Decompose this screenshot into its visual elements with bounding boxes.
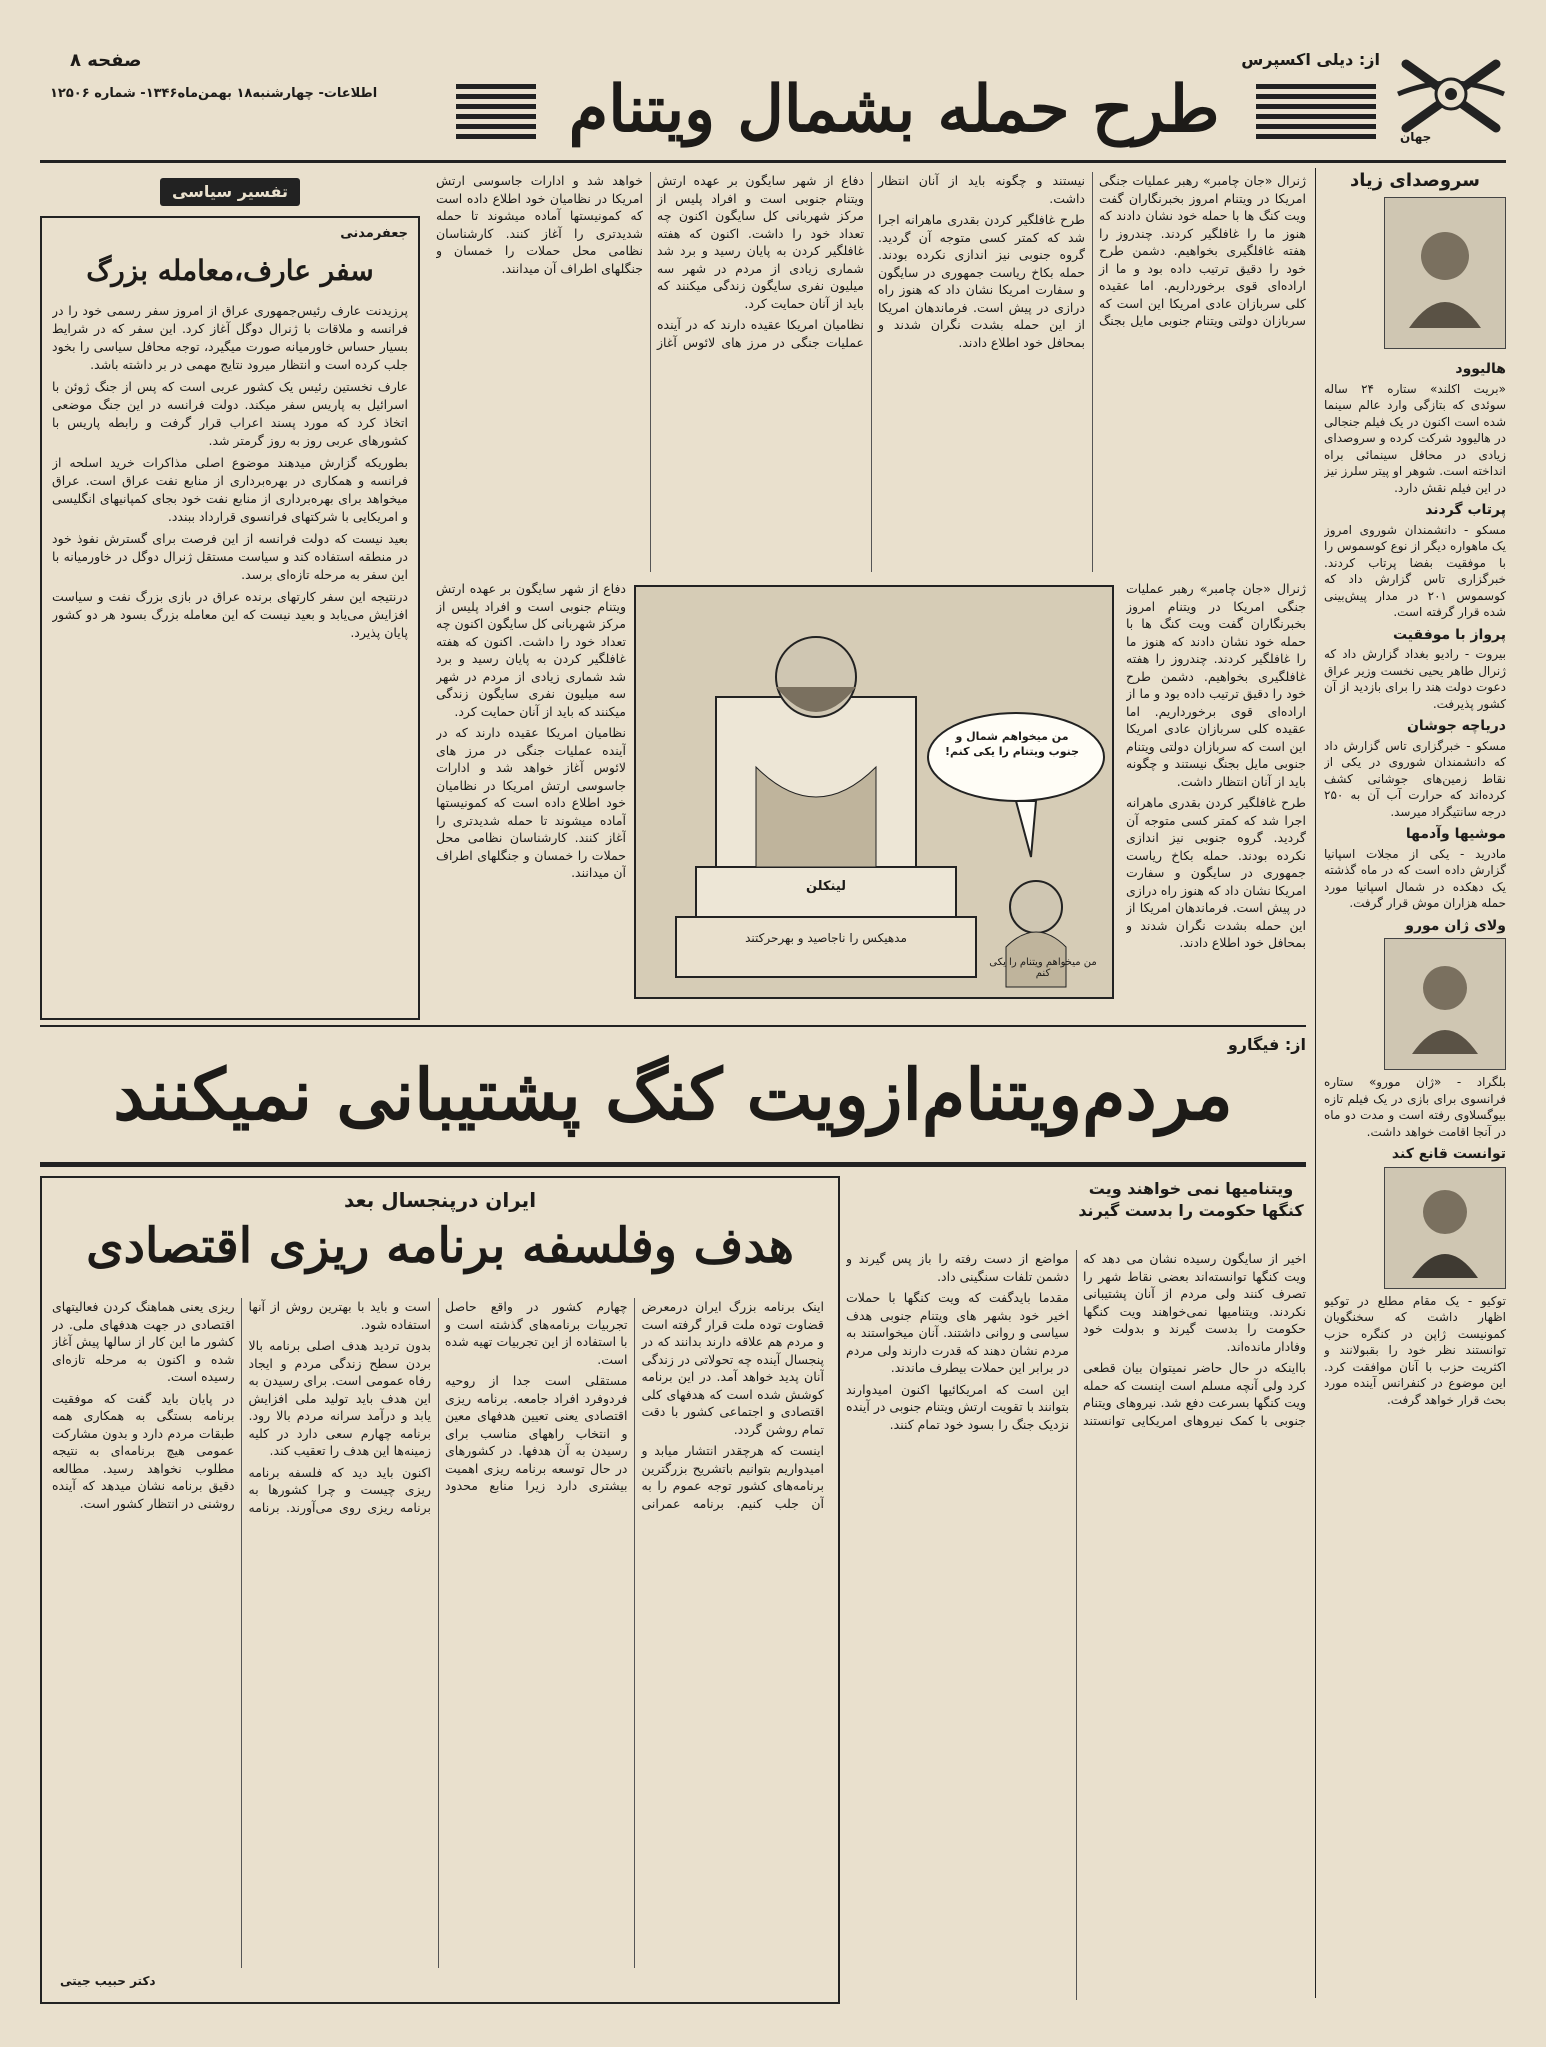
article1-source: از: دیلی اکسپرس <box>1241 50 1380 69</box>
article2-headline: مردم‌ویتنام‌ازویت کنگ پشتیبانی نمیکنند <box>113 1053 1233 1136</box>
cartoon <box>634 585 1114 999</box>
headline-hatch-right <box>1256 84 1376 144</box>
article3-body: اینک برنامه بزرگ ایران درمعرض قضاوت توده ملت قرار گرفته است و مردم هم علاقه دارند بدانند که در پنجسال آینده چه تحولاتی در زندگی آنان پدید خواهد آمد. در این برنامه کوشش شده است که هدفهای کلی اقتصادی و اجتماعی کشور با دقت تمام روشن گردد. اینست که هرچقدر انتشار میابد و امیدواریم بتوانیم باتشریح بزرگترین برنامه‌های کشور توجه عموم را به آن جلب کنیم. برنامه عمرانی چهارم کشور در واقع حاصل تجربیات برنامه‌های گذشته است و با استفاده از این تجربیات تهیه شده است. مستقلی است جدا از روحیه فردوفرد افراد جامعه. برنامه ریزی اقتصادی یعنی تعیین هدفهای معین و انتخاب راههای مناسب برای رسیدن به آن هدفها. در کشورهای در حال توسعه برنامه ریزی اهمیت بیشتری دارد زیرا منابع محدود است و باید با بهترین روش از آنها استفاده شود. بدون تردید هدف اصلی برنامه بالا بردن سطح زندگی مردم و ایجاد رفاه عمومی است. برای رسیدن به این هدف باید تولید ملی افزایش یابد و درآمد سرانه مردم بالا رود. برنامه چهارم سعی دارد در کلیه زمینه‌ها این هدف را تعقیب کند. اکنون باید دید که فلسفه برنامه ریزی چیست و چرا کشورها به برنامه ریزی روی می‌آورند. برنامه ریزی یعنی هماهنگ کردن فعالیتهای اقتصادی در جهت هدفهای ملی. در کشور ما این کار از سالها پیش آغاز شده و اکنون به مرحله تازه‌ای رسیده است. در پایان باید گفت که موفقیت برنامه بستگی به همکاری همه طبقات مردم دارد و بدون مشارکت عمومی هیچ برنامه‌ای به نتیجه مطلوب نخواهد رسید. مطالعه دقیق برنامه نشان میدهد که آینده روشنی در انتظار کشور است. <box>52 1299 824 1515</box>
photo-jeanne-moreau <box>1384 938 1506 1070</box>
cartoon-side-caption: من میخواهم ویتنام را یکی کنم <box>989 957 1097 979</box>
article1-text-top: ژنرال «جان چامبر» رهبر عملیات جنگی امریکا در ویتنام امروز بخبرنگاران گفت ویت کنگ ها با حمله خود نشان دادند که هنوز ما را غافلگیر کردند. چندروز را هفته غافلگیری بخواهیم. دشمن طرح خود را دقیق ترتیب داده بود و ما از اراده‌ای قوی برخورداریم. اما عقیده کلی سربازان عادی امریکا این است که سربازان دولتی ویتنام جنوبی مایل بجنگ نیستند و چگونه باید از آنان انتظار داشت. طرح غافلگیر کردن بقدری ماهرانه اجرا شد که کمتر کسی متوجه آن گردید. گروه جنوبی نیز اندازی نکرده بودند. حمله بکاخ ریاست جمهوری در سایگون و سفارت امریکا نشان داد که هنوز راه درازی در پیش است. فرماندهان امریکا از این حمله بشدت نگران شدند و بمحافل خود اطلاع دادند. دفاع از شهر سایگون بر عهده ارتش ویتنام جنوبی است و افراد پلیس از مرکز شهربانی کل سایگون اکنون چه تعداد خود را داشت. اکنون که هفته غافلگیر کردن به پایان رسید و برد شد شماری زیادی از مردم در شهر سه میلیون نفری سایگون زندگی میکنند که باید از آنان حمایت کرد. نظامیان امریکا عقیده دارند که در آینده عملیات جنگی در مرز های لائوس آغاز خواهد شد و ادارات جاسوسی ارتش امریکا در نظامیان خود اطلاع داده است که کمونیستها آماده میشوند تا حمله شدیدتری را آغاز کنند. کارشناسان نظامی محل حملات را خمسان و جنگلهای اطراف آن میدانند. <box>436 173 1306 350</box>
article1-text-right: ژنرال «جان چامبر» رهبر عملیات جنگی امریکا در ویتنام امروز بخبرنگاران گفت ویت کنگ ها با حمله خود نشان دادند که هنوز ما را غافلگیر کردند. چندروز را هفته غافلگیری بخواهیم. دشمن طرح خود را دقیق ترتیب داده بود و ما از اراده‌ای قوی برخورداریم. اما عقیده کلی سربازان عادی امریکا این است که سربازان دولتی ویتنام جنوبی مایل بجنگ نیستند و چگونه باید از آنان انتظار داشت. طرح غافلگیر کردن بقدری ماهرانه اجرا شد که کمتر کسی متوجه آن گردید. گروه جنوبی نیز اندازی نکرده بودند. حمله بکاخ ریاست جمهوری در سایگون و سفارت امریکا نشان داد که هنوز راه درازی در پیش است. فرماندهان امریکا از این حمله بشدت نگران شدند و بمحافل خود اطلاع دادند. <box>1126 581 1306 950</box>
article2-rule <box>40 1162 1306 1167</box>
issue-line: اطلاعات- چهارشنبه۱۸ بهمن‌ماه۱۳۴۶- شماره ۱۲۵۰۶ <box>50 86 378 101</box>
photo-actress <box>1384 197 1506 349</box>
logo <box>1396 54 1506 144</box>
article1-text-left: دفاع از شهر سایگون بر عهده ارتش ویتنام جنوبی است و افراد پلیس از مرکز شهربانی کل سایگون اکنون چه تعداد خود را داشت. اکنون که هفته غافلگیر کردن به پایان رسید و برد شد شماری زیادی از مردم در شهر سه میلیون نفری سایگون زندگی میکنند که باید از آنان حمایت کرد. نظامیان امریکا عقیده دارند که در آینده عملیات جنگی در مرز های لائوس آغاز خواهد شد و ادارات جاسوسی ارتش امریکا در نظامیان خود اطلاع داده است که کمونیستها آماده میشوند تا حمله شدیدتری را آغاز کنند. کارشناسان نظامی محل حملات را خمسان و جنگلهای اطراف آن میدانند. <box>436 581 626 880</box>
cartoon-speech-bubble: من میخواهم شمال و جنوب ویتنام را یکی کنم! <box>944 730 1080 758</box>
commentary-title: سفر عارف،معامله بزرگ <box>86 254 374 287</box>
portrait-icon <box>1410 954 1480 1054</box>
commentary-section-label: تفسیر سیاسی <box>160 178 300 206</box>
masthead-rule <box>40 160 1506 163</box>
crossed-swords-icon <box>1396 54 1506 138</box>
article3-kicker: ایران درپنجسال بعد <box>343 1188 537 1212</box>
sidebar-title: سروصدای زیاد <box>1350 170 1480 191</box>
cartoon-plaque-caption: مدهیکس را ناجاصید و بهرحرکتند <box>745 931 907 945</box>
portrait-icon <box>1405 218 1485 328</box>
cartoon-plaque: لینکلن <box>805 879 847 894</box>
logo-caption: جهان <box>1400 130 1432 144</box>
article2-source: از: فیگارو <box>1227 1035 1306 1054</box>
commentary <box>40 172 420 1020</box>
article2-subhead: ویتنامیها نمی خواهند ویت کنگها حکومت را بدست گیرند <box>1078 1179 1304 1220</box>
sidebar-item-0: هالیوود «بریت اکلند» ستاره ۲۴ ساله سوئدی که بتازگی وارد عالم سینما شده است اکنون در یک فیلم جنجالی در هالیوود شرکت کرده و سروصدای زیادی در محافل سینمائی براه انداخته است. شوهر او پیتر سلرز نیز در این فیلم نقش دارد. پرتاب گردند مسکو - دانشمندان شوروی امروز یک ماهواره دیگر از نوع کوسموس را با موفقیت بفضا پرتاب کردند. خبرگزاری تاس گزارش داد که کوسموس ۲۰۱ در مدار پیش‌بینی شده قرار گرفته است. پرواز با موفقیت بیروت - رادیو بغداد گزارش داد که ژنرال طاهر یحیی نخست وزیر عراق دعوت دولت هند را برای بازدید از آن کشور پذیرفت. دریاچه جوشان مسکو - خبرگزاری تاس گزارش داد که دانشمندان شوروی در یکی از نقاط زمین‌های جوشانی کشف کرده‌اند که حرارت آب آن به ۲۵۰ درجه سانتیگراد میرسد. موشیها وآدمها مادرید - یکی از مجلات اسپانیا گزارش داده است که در ماه گذشته یک دهکده در شمال اسپانیا مورد حمله هزاران موش قرار گرفت. ولای ژان مورو بلگراد - «ژان مورو» ستاره فرانسوی برای بازی در یک فیلم تازه بیوگسلاوی رفته است و مدت دو ماه در آنجا اقامت خواهد داشت. توانست قانع کند توکیو - یک مقام مطلع در توکیو اظهار داشت که سخنگویان کمونیست ژاپن در کنگره حزب توانستند نظر خود را بقبولانند و اکثریت حزب با آنان موافقت کرد. این موضوع در کنفرانس آینده مورد بحث قرار خواهد گرفت. <box>1324 361 1506 1407</box>
article1-headline: طرح حمله بشمال ویتنام <box>568 72 1220 147</box>
page-label: صفحه ۸ <box>70 50 142 71</box>
commentary-body: پرزیدنت عارف رئیس‌جمهوری عراق از امروز سفر رسمی خود را در فرانسه و ملاقات با ژنرال دوگل آغاز کرد. این سفر که در شرایط بسیار حساس خاورمیانه صورت میگیرد، توجه محافل سیاسی را بخود جلب کرده است و انتظار میرود نتایج مهمی در بر داشته باشد. عارف نخستین رئیس یک کشور عربی است که پس از جنگ ژوئن با اسرائیل به پاریس سفر میکند. دولت فرانسه در این جنگ موضعی اتخاذ کرد که مورد پسند اعراب قرار گرفت و رابطه پاریس با کشورهای عربی روز به روز گرمتر شد. بطوریکه گزارش میدهند موضوع اصلی مذاکرات خرید اسلحه از فرانسه و همکاری در بهره‌برداری از منابع نفت عراق است. عراق میخواهد برای بهره‌برداری از منابع نفت خود بجای کمپانیهای انگلیسی و امریکایی با شرکتهای فرانسوی قرارداد ببندد. بعید نیست که دولت فرانسه از این فرصت برای گسترش نفوذ خود در منطقه استفاده کند و سیاست مستقل ژنرال دوگل در خاورمیانه با این سفر به مرحله تازه‌ای برسد. درنتیجه این سفر کارتهای برنده عراق در بازی بزرگ نفت و سیاست افزایش می‌یابد و بعید نیست که این معامله بزرگ بسود هر دو کشور پایان پذیرد. <box>52 303 408 640</box>
commentary-author: جعفرمدنی <box>340 226 408 241</box>
portrait-icon <box>1410 1178 1480 1278</box>
sidebar-rule <box>1315 168 1316 1998</box>
article3-author: دکتر حبیب جیتی <box>60 1974 156 1988</box>
article1-bottom-rule <box>40 1025 1306 1027</box>
headline-hatch-left <box>456 84 536 144</box>
sidebar <box>1324 170 1506 1670</box>
article3-headline: هدف وفلسفه برنامه ریزی اقتصادی <box>86 1218 794 1274</box>
photo-man <box>1384 1167 1506 1289</box>
article2-body: اخیر از سایگون رسیده نشان می دهد که ویت کنگها توانسته‌اند بعضی نقاط شهر را تصرف کنند ولی مردم از آنان پشتیبانی نکردند. ویتنامیها نمی‌خواهند ویت کنگها حکومت را بدست گیرند و بدولت خود وفادار مانده‌اند. بااینکه در حال حاضر نمیتوان بیان قطعی کرد ولی آنچه مسلم است اینست که حمله ویت کنگها بسرعت دفع شد. نیروهای ویتنام جنوبی با کمک نیروهای امریکایی توانستند مواضع از دست رفته را باز پس گیرند و دشمن تلفات سنگینی داد. مقدما بایدگفت که ویت کنگها با حملات اخیر خود بشهر های ویتنام جنوبی هدف سیاسی و روانی داشتند. آنان میخواستند به مردم نشان دهند که قدرت دارند ولی مردم در برابر این حملات بیطرف ماندند. این است که امریکائیها اکنون امیدوارند بتوانند با تقویت ارتش ویتنام جنوبی در آینده نزدیک جنگ را بسود خود تمام کنند. <box>846 1251 1306 1432</box>
